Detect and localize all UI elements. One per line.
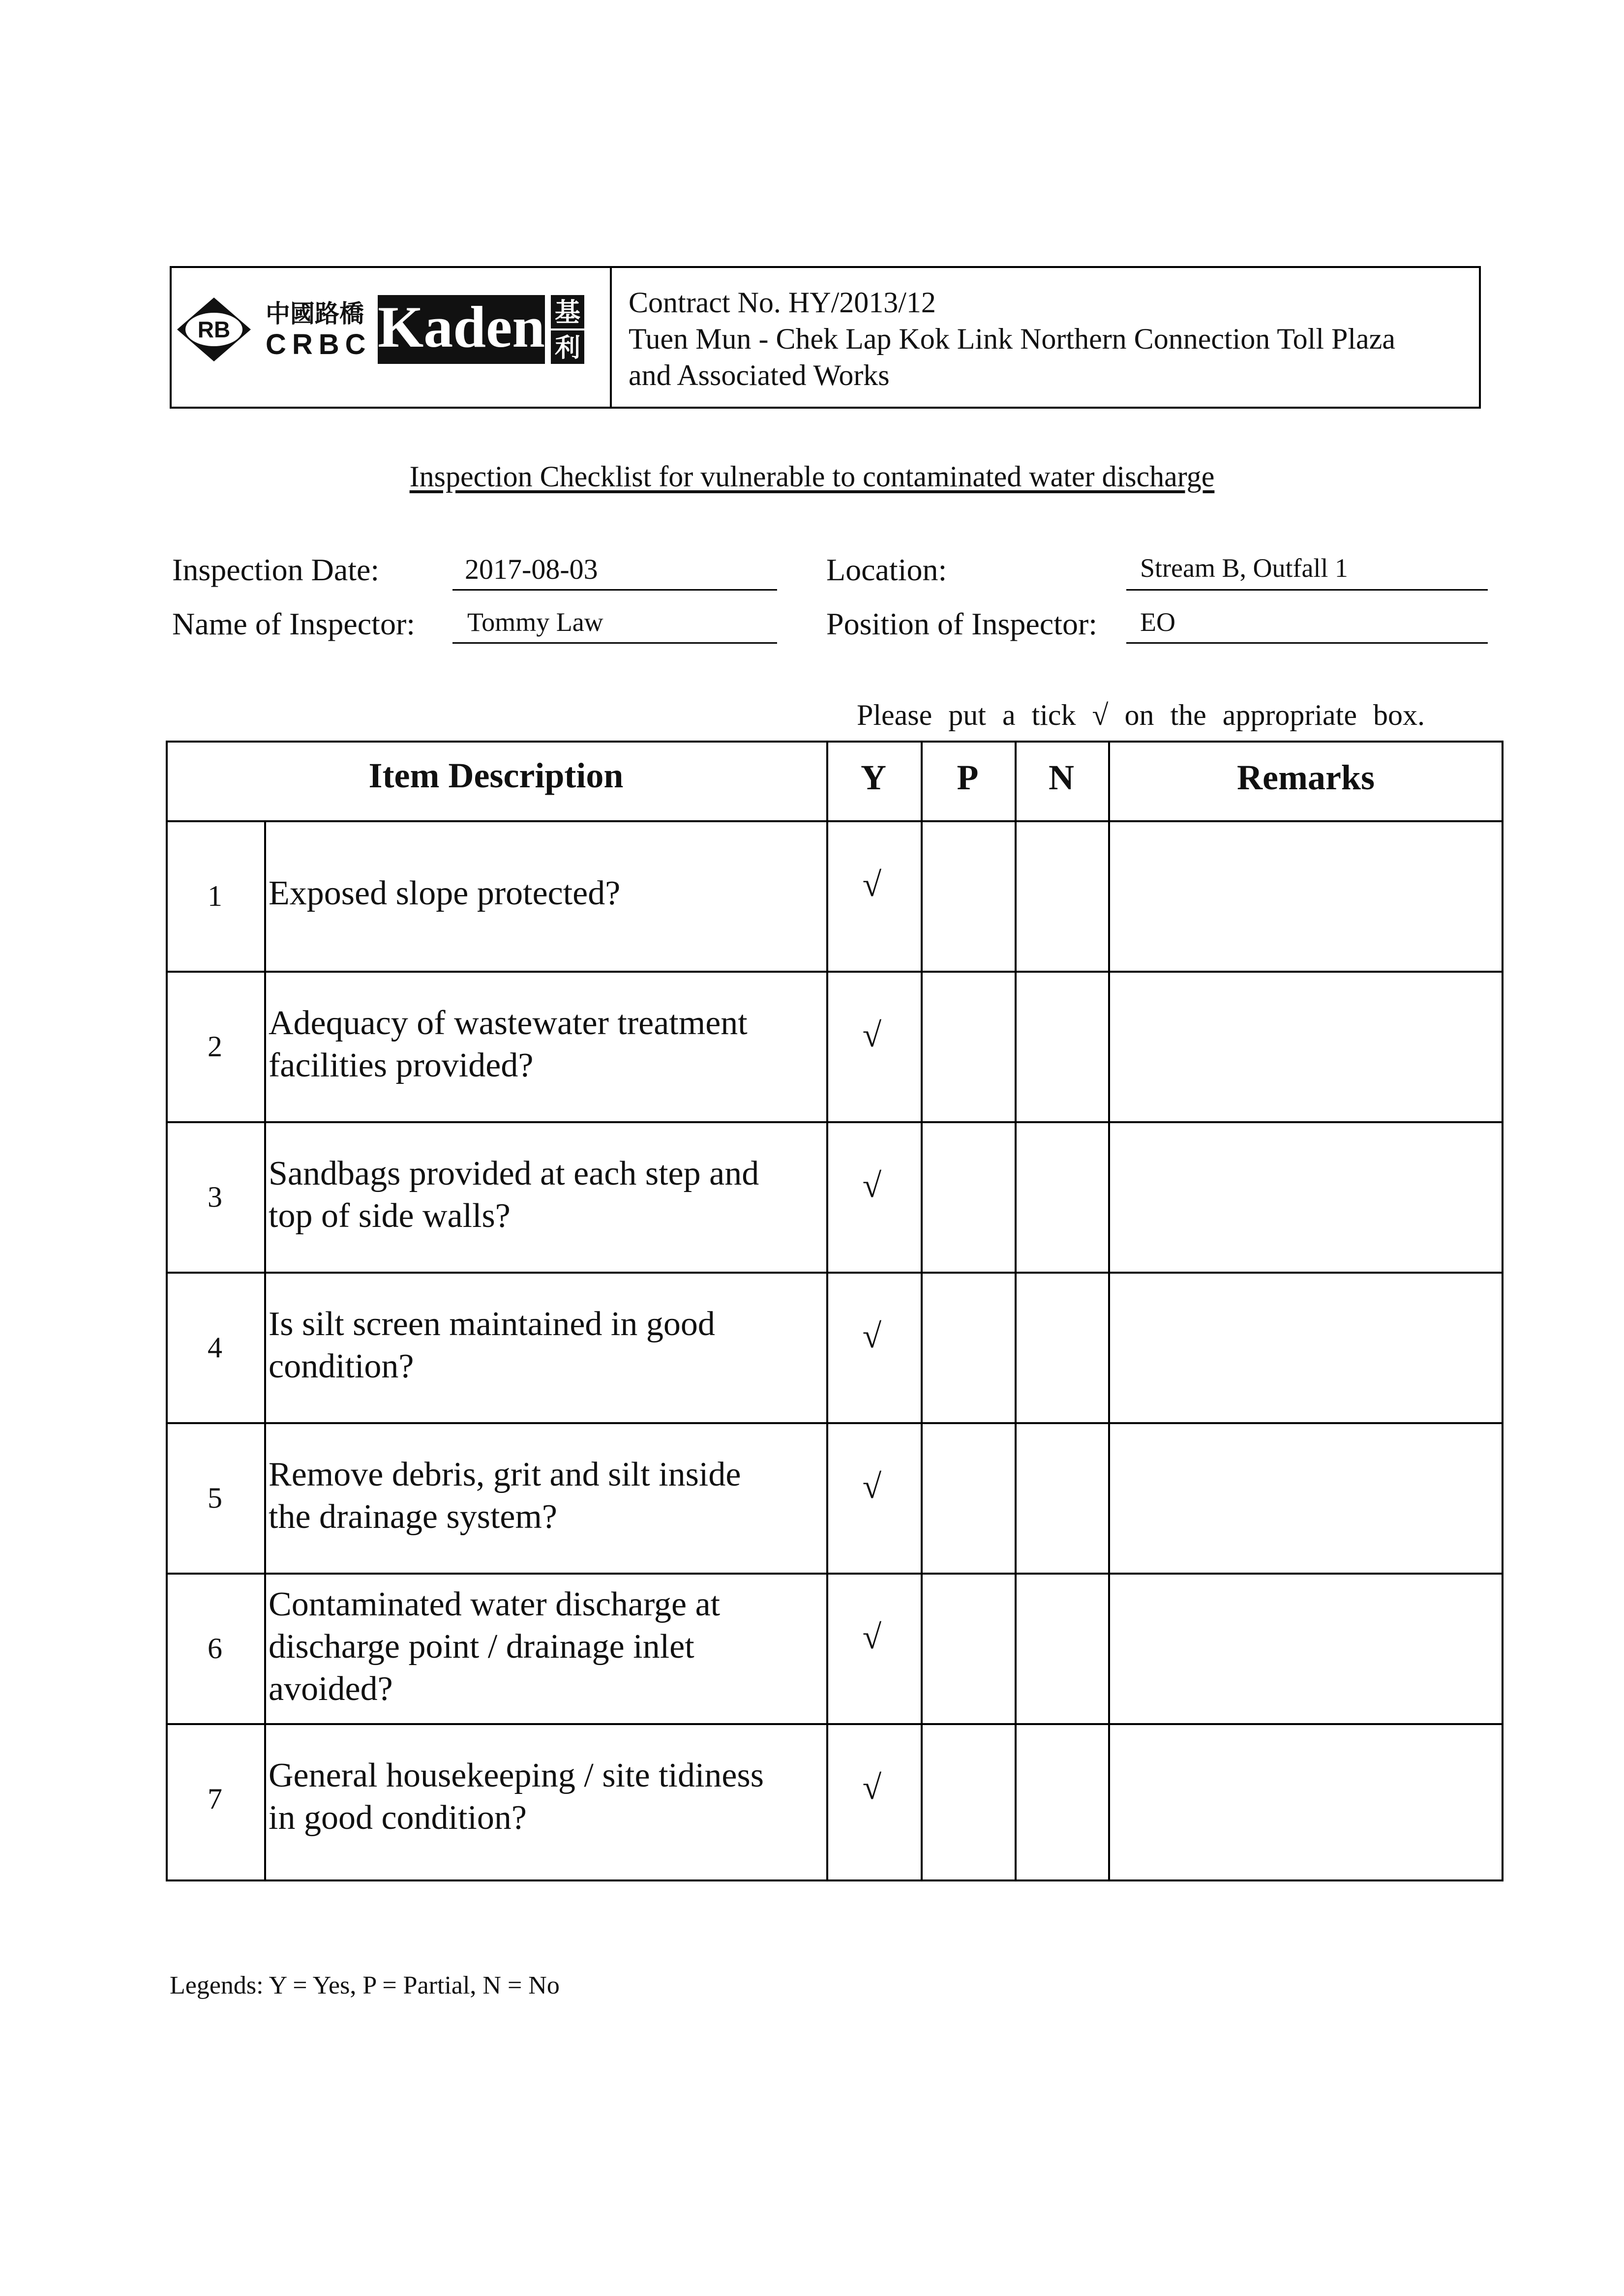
row-5-description-line: Remove debris, grit and silt inside xyxy=(269,1456,741,1493)
row-4-description-line: condition? xyxy=(269,1347,414,1385)
row-6-description-line: avoided? xyxy=(269,1670,393,1708)
contract-number: Contract No. HY/2013/12 xyxy=(629,286,936,319)
row-3-yes-tick: √ xyxy=(862,1167,882,1205)
col-divider-p xyxy=(1015,741,1017,1881)
row-3-number: 3 xyxy=(208,1181,222,1213)
tick-instruction: Please put a tick √ on the appropriate box. xyxy=(857,699,1425,731)
logo-chinese-text: 中國路橋 xyxy=(266,299,364,328)
col-divider-description xyxy=(826,741,828,1881)
row-divider xyxy=(166,1272,1504,1274)
row-divider xyxy=(166,1422,1504,1424)
row-3-description-line: top of side walls? xyxy=(269,1197,511,1235)
row-2-description-line: facilities provided? xyxy=(269,1046,534,1084)
contract-info xyxy=(629,284,1395,393)
header-item-description: Item Description xyxy=(368,756,624,795)
inspector-position-label: Position of Inspector: xyxy=(826,606,1098,641)
project-name-line-2: and Associated Works xyxy=(629,359,890,391)
rb-diamond-icon xyxy=(177,298,251,361)
row-divider xyxy=(166,1723,1504,1725)
header-yes: Y xyxy=(861,758,886,797)
row-divider xyxy=(166,971,1504,973)
header-divider xyxy=(610,266,612,409)
row-5-number: 5 xyxy=(208,1482,222,1514)
row-7-yes-tick: √ xyxy=(862,1769,882,1807)
row-6-description xyxy=(269,1583,819,1710)
logo-crbc-text: CRBC xyxy=(266,328,372,360)
header-row-divider xyxy=(166,820,1504,822)
logo-kaden-chinese-2: 利 xyxy=(554,333,581,363)
col-divider-number xyxy=(264,822,266,1881)
location-label: Location: xyxy=(826,552,947,587)
header-partial: P xyxy=(957,758,979,797)
row-6-description-line: Contaminated water discharge at xyxy=(269,1585,721,1623)
col-divider-y xyxy=(921,741,923,1881)
row-7-description-line: General housekeeping / site tidiness xyxy=(269,1757,764,1794)
legend: Legends: Y = Yes, P = Partial, N = No xyxy=(170,1971,560,1999)
logo-kaden-chinese-1: 基 xyxy=(554,298,581,328)
row-1-number: 1 xyxy=(208,880,222,912)
inspector-name-underline xyxy=(452,642,777,644)
row-4-description-line: Is silt screen maintained in good xyxy=(269,1305,715,1343)
row-5-description xyxy=(269,1454,819,1538)
row-7-description-line: in good condition? xyxy=(269,1799,527,1837)
row-7-number: 7 xyxy=(208,1783,222,1815)
row-2-description xyxy=(269,1002,819,1087)
row-5-yes-tick: √ xyxy=(862,1468,882,1506)
row-6-number: 6 xyxy=(208,1632,222,1665)
row-2-yes-tick: √ xyxy=(862,1016,882,1054)
inspection-date-label: Inspection Date: xyxy=(172,552,380,587)
project-name-line-1: Tuen Mun - Chek Lap Kok Link Northern Connection Toll Plaza xyxy=(629,323,1395,355)
logo-kaden-text: Kaden xyxy=(377,294,545,359)
row-divider xyxy=(166,1573,1504,1575)
row-6-description-line: discharge point / drainage inlet xyxy=(269,1628,694,1666)
col-divider-n xyxy=(1108,741,1110,1881)
header-remarks: Remarks xyxy=(1237,758,1375,797)
inspector-name-label: Name of Inspector: xyxy=(172,606,416,641)
location-value: Stream B, Outfall 1 xyxy=(1140,553,1348,583)
inspection-date-underline xyxy=(452,589,777,591)
row-4-description xyxy=(269,1303,819,1388)
row-4-number: 4 xyxy=(208,1331,222,1364)
logo-rb-text: RB xyxy=(197,317,231,342)
inspector-name-value: Tommy Law xyxy=(467,607,603,637)
row-6-yes-tick: √ xyxy=(862,1618,882,1656)
row-1-description xyxy=(269,872,819,915)
inspection-date-value: 2017-08-03 xyxy=(465,553,598,585)
inspector-position-underline xyxy=(1126,642,1488,644)
location-underline xyxy=(1126,589,1488,591)
row-4-yes-tick: √ xyxy=(862,1317,882,1355)
row-5-description-line: the drainage system? xyxy=(269,1498,558,1536)
row-2-description-line: Adequacy of wastewater treatment xyxy=(269,1004,748,1042)
row-2-number: 2 xyxy=(208,1030,222,1063)
company-logo xyxy=(172,288,605,371)
inspector-position-value: EO xyxy=(1140,607,1175,637)
row-3-description xyxy=(269,1153,819,1237)
header-no: N xyxy=(1049,758,1074,797)
row-3-description-line: Sandbags provided at each step and xyxy=(269,1155,759,1193)
row-divider xyxy=(166,1121,1504,1123)
row-1-yes-tick: √ xyxy=(862,866,882,904)
document-title: Inspection Checklist for vulnerable to contaminated water discharge xyxy=(409,460,1215,493)
row-7-description xyxy=(269,1755,819,1839)
row-1-description-line: Exposed slope protected? xyxy=(269,874,621,912)
